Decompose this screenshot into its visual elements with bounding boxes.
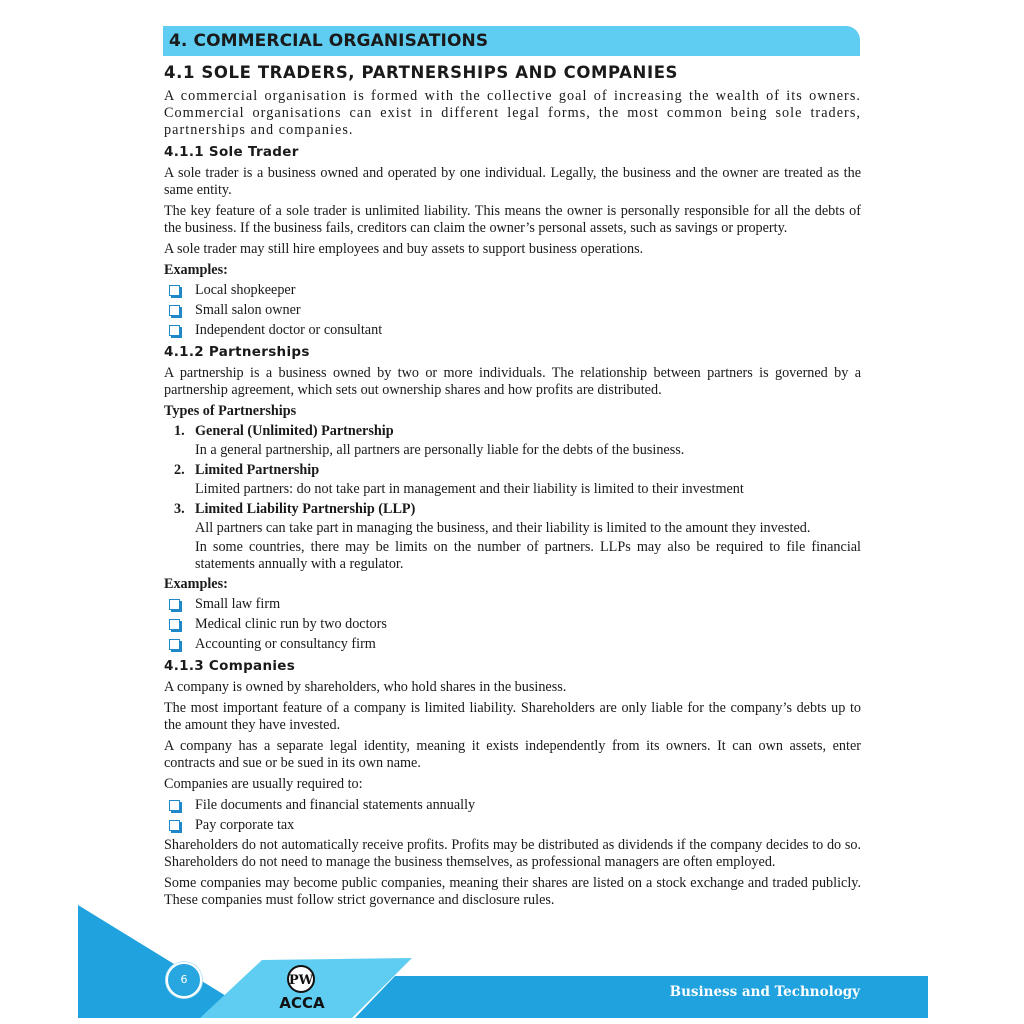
type-title-text: Limited Partnership xyxy=(195,462,320,478)
partnership-types-list xyxy=(164,423,861,573)
examples-label: Examples: xyxy=(164,576,228,592)
list-item xyxy=(164,282,861,299)
partnership-type-item xyxy=(164,423,861,459)
footer-decoration xyxy=(0,900,1024,1024)
list-item xyxy=(164,616,861,633)
paragraph: Companies are usually required to: xyxy=(164,776,363,792)
list-item-text: Independent doctor or consultant xyxy=(195,322,383,338)
partnership-type-title xyxy=(164,501,861,518)
examples-label: Examples: xyxy=(164,262,228,278)
acca-logo-text: ACCA xyxy=(279,994,325,1012)
companies-heading: 4.1.3 Companies xyxy=(164,658,296,674)
sole-trader-heading: 4.1.1 Sole Trader xyxy=(164,144,299,160)
section-title: 4.1 SOLE TRADERS, PARTNERSHIPS AND COMPANIES xyxy=(164,63,679,82)
paragraph: The key feature of a sole trader is unlimited liability. This means the owner is personally responsible for all the debts of the business. If the business fails, creditors can claim the owner’s personal assets, such as savings or property. xyxy=(164,203,861,236)
paragraph: Shareholders do not automatically receive profits. Profits may be distributed as dividends if the company decides to do so. Shareholders do not need to manage the business themselves, as professional managers are often employed. xyxy=(164,837,861,870)
list-item-text: File documents and financial statements annually xyxy=(195,797,476,813)
checkbox-bullet-icon xyxy=(169,820,180,831)
checkbox-bullet-icon xyxy=(169,285,180,296)
list-item-text: Small law firm xyxy=(195,596,281,612)
type-description: All partners can take part in managing the business, and their liability is limited to the amount they invested. xyxy=(195,520,811,536)
paragraph: A company is owned by shareholders, who hold shares in the business. xyxy=(164,679,567,695)
book-title: Business and Technology xyxy=(669,984,860,1000)
type-description: Limited partners: do not take part in management and their liability is limited to their investment xyxy=(195,481,744,497)
list-item xyxy=(164,596,861,613)
types-label: Types of Partnerships xyxy=(164,403,297,419)
content-body xyxy=(164,88,861,913)
checkbox-bullet-icon xyxy=(169,800,180,811)
type-number: 3. xyxy=(174,501,185,517)
company-requirements-list xyxy=(164,797,861,834)
partnership-examples-list xyxy=(164,596,861,653)
type-description: In some countries, there may be limits on the number of partners. LLPs may also be required to file financial statements annually with a regulator. xyxy=(195,539,861,572)
paragraph: The most important feature of a company is limited liability. Shareholders are only liable for the company’s debts up to the amount they have invested. xyxy=(164,700,861,733)
type-number: 2. xyxy=(174,462,185,478)
checkbox-bullet-icon xyxy=(169,305,180,316)
paragraph: Some companies may become public companies, meaning their shares are listed on a stock exchange and traded publicly. These companies must follow strict governance and disclosure rules. xyxy=(164,875,861,908)
checkbox-bullet-icon xyxy=(169,599,180,610)
type-description: In a general partnership, all partners are personally liable for the debts of the business. xyxy=(195,442,685,458)
chapter-title-bar xyxy=(163,26,860,56)
paragraph: A sole trader may still hire employees and buy assets to support business operations. xyxy=(164,241,644,257)
list-item xyxy=(164,322,861,339)
partnership-type-title xyxy=(164,462,861,479)
type-title-text: Limited Liability Partnership (LLP) xyxy=(195,501,416,517)
sole-trader-examples-list xyxy=(164,282,861,339)
checkbox-bullet-icon xyxy=(169,639,180,650)
type-number: 1. xyxy=(174,423,185,439)
paragraph: A sole trader is a business owned and operated by one individual. Legally, the business and the owner are treated as the same entity. xyxy=(164,165,861,198)
list-item xyxy=(164,636,861,653)
list-item-text: Medical clinic run by two doctors xyxy=(195,616,387,632)
paragraph: A company has a separate legal identity, meaning it exists independently from its owners. It can own assets, enter contracts and sue or be sued in its own name. xyxy=(164,738,861,771)
partnership-type-item xyxy=(164,462,861,498)
paragraph: A partnership is a business owned by two or more individuals. The relationship between partners is governed by a partnership agreement, which sets out ownership shares and how profits are distributed. xyxy=(164,365,861,398)
partnership-type-item xyxy=(164,501,861,573)
chapter-title: 4. COMMERCIAL ORGANISATIONS xyxy=(169,31,489,51)
list-item-text: Small salon owner xyxy=(195,302,301,318)
logo-monogram: PW xyxy=(288,973,314,988)
list-item xyxy=(164,302,861,319)
intro-paragraph: A commercial organisation is formed with the collective goal of increasing the wealth of its owners. Commercial organisations can exist in different legal forms, the most common being sole traders, partnerships and companies. xyxy=(164,88,861,138)
list-item xyxy=(164,797,861,814)
list-item xyxy=(164,817,861,834)
partnerships-heading: 4.1.2 Partnerships xyxy=(164,344,310,360)
type-title-text: General (Unlimited) Partnership xyxy=(195,423,394,439)
page-number: 6 xyxy=(166,962,202,998)
partnership-type-title xyxy=(164,423,861,440)
checkbox-bullet-icon xyxy=(169,619,180,630)
list-item-text: Accounting or consultancy firm xyxy=(195,636,376,652)
list-item-text: Local shopkeeper xyxy=(195,282,296,298)
list-item-text: Pay corporate tax xyxy=(195,817,295,833)
checkbox-bullet-icon xyxy=(169,325,180,336)
